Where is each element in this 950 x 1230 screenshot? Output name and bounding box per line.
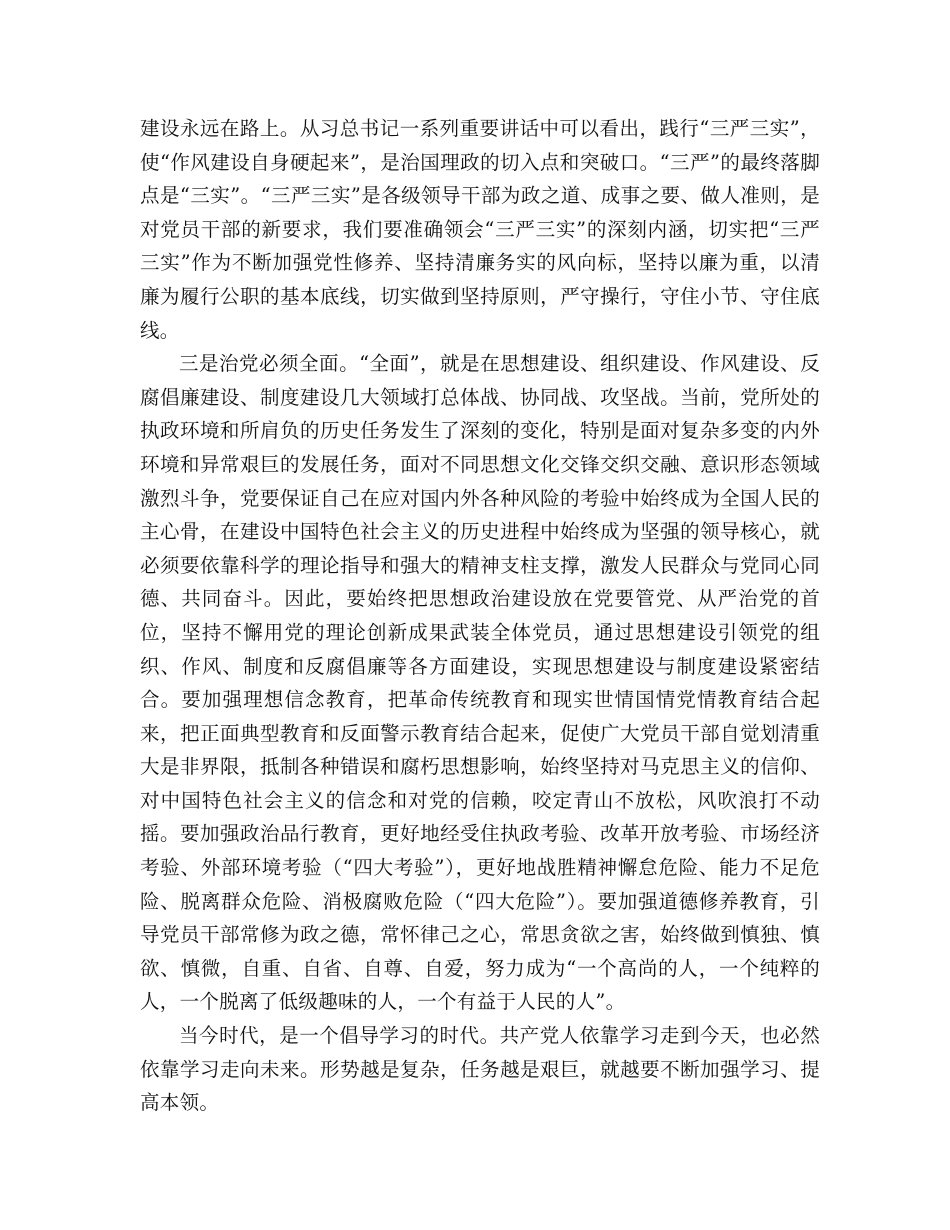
paragraph-comprehensive-party-governance: 三是治党必须全面。“全面”，就是在思想建设、组织建设、作风建设、反腐倡廉建设、制度建设几大领域打总体战、协同战、攻坚战。当前，党所处的执政环境和所肩负的历史任务发生了深刻的变化，特别是面对复杂多变的内外环境和异常艰巨的发展任务，面对不同思想文化交锋交织交融、意识形态领域激烈斗争，党要保证自己在应对国内外各种风险的考验中始终成为全国人民的主心骨，在建设中国特色社会主义的历史进程中始终成为坚强的领导核心，就必须要依靠科学的理论指导和强大的精神支柱支撑，激发人民群众与党同心同德、共同奋斗。因此，要始终把思想政治建设放在党要管党、从严治党的首位，坚持不懈用党的理论创新成果武装全体党员，通过思想建设引领党的组织、作风、制度和反腐倡廉等各方面建设，实现思想建设与制度建设紧密结合。要加强理想信念教育，把革命传统教育和现实世情国情党情教育结合起来，把正面典型教育和反面警示教育结合起来，促使广大党员干部自觉划清重大是非界限，抵制各种错误和腐朽思想影响，始终坚持对马克思主义的信仰、对中国特色社会主义的信念和对党的信赖，咬定青山不放松，风吹浪打不动摇。要加强政治品行教育，更好地经受住执政考验、改革开放考验、市场经济考验、外部环境考验（“四大考验”），更好地战胜精神懈怠危险、能力不足危险、脱离群众危险、消极腐败危险（“四大危险”）。要加强道德修养教育，引导党员干部常修为政之德，常怀律己之心，常思贪欲之害，始终做到慎独、慎欲、慎微，自重、自省、自尊、自爱，努力成为“一个高尚的人，一个纯粹的人，一个脱离了低级趣味的人，一个有益于人民的人”。 [140, 352, 820, 1014]
paragraph-learning-era: 当今时代，是一个倡导学习的时代。共产党人依靠学习走到今天，也必然依靠学习走向未来。形势越是复杂，任务越是艰巨，就越要不断加强学习、提高本领。 [140, 1024, 820, 1115]
paragraph-continuation: 建设永远在路上。从习总书记一系列重要讲话中可以看出，践行“三严三实”，使“作风建设自身硬起来”，是治国理政的切入点和突破口。“三严”的最终落脚点是“三实”。“三严三实”是各级领导干部为政之道、成事之要、做人准则，是对党员干部的新要求，我们要准确领会“三严三实”的深刻内涵，切实把“三严三实”作为不断加强党性修养、坚持清廉务实的风向标，坚持以廉为重，以清廉为履行公职的基本底线，切实做到坚持原则，严守操行，守住小节、守住底线。 [140, 117, 820, 342]
body-text [140, 112, 820, 1120]
